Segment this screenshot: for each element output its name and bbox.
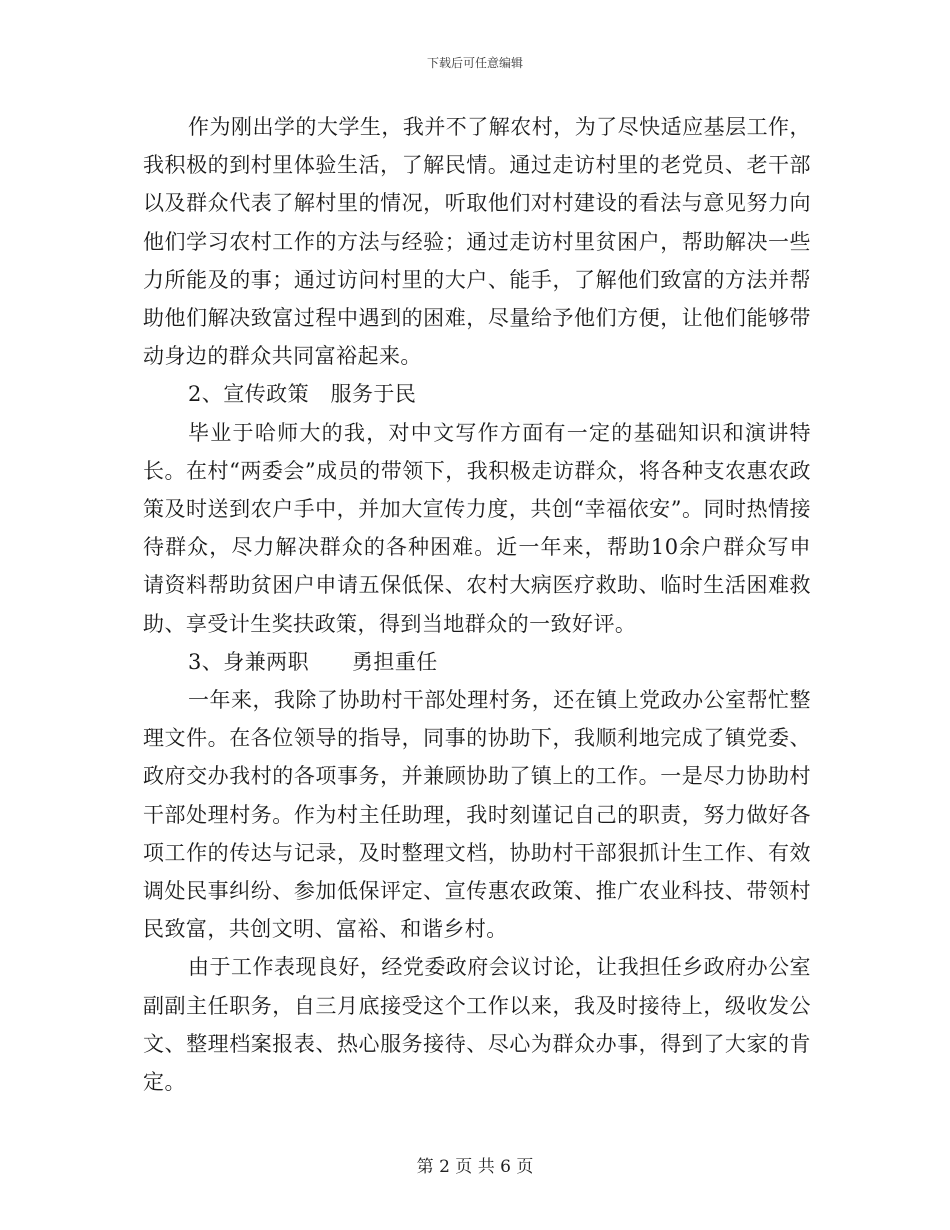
section-heading-3: 3、身兼两职 勇担重任: [188, 649, 438, 674]
paragraph-intro: 作为刚出学的大学生，我并不了解农村，为了尽快适应基层工作，我积极的到村里体验生活，了解民情。通过走访村里的老党员、老干部以及群众代表了解村里的情况，听取他们对村建设的看法与意见努力向他们学习农村工作的方法与经验；通过走访村里贫困户，帮助解决一些力所能及的事；通过访问村里的大户、能手，了解他们致富的方法并帮助他们解决致富过程中遇到的困难，尽量给予他们方便，让他们能够带动身边的群众共同富裕起来。: [143, 115, 811, 369]
paragraph-promotion: 由于工作表现良好，经党委政府会议讨论，让我担任乡政府办公室副副主任职务，自三月底接受这个工作以来，我及时接待上，级收发公文、整理档案报表、热心服务接待、尽心为群众办事，得到了大家的肯定。: [143, 955, 811, 1095]
section-heading-2: 2、宣传政策 服务于民: [188, 382, 417, 407]
document-body: [143, 108, 811, 1101]
page-number: 第 2 页 共 6 页: [416, 1157, 534, 1177]
paragraph-policy: 毕业于哈师大的我，对中文写作方面有一定的基础知识和演讲特长。在村“两委会”成员的带领下，我积极走访群众，将各种支农惠农政策及时送到农户手中，并加大宣传力度，共创“幸福依安”。同时热情接待群众，尽力解决群众的各种困难。近一年来，帮助10余户群众写申请资料帮助贫困户申请五保低保、农村大病医疗救助、临时生活困难救助、享受计生奖扶政策，得到当地群众的一致好评。: [143, 420, 811, 636]
page-header: 下载后可任意编辑: [426, 56, 523, 70]
page-footer: [0, 1152, 950, 1177]
paragraph-dual-roles: 一年来，我除了协助村干部处理村务，还在镇上党政办公室帮忙整理文件。在各位领导的指导，同事的协助下，我顺利地完成了镇党委、政府交办我村的各项事务，并兼顾协助了镇上的工作。一是尽力协助村干部处理村务。作为村主任助理，我时刻谨记自己的职责，努力做好各项工作的传达与记录，及时整理文档，协助村干部狠抓计生工作、有效调处民事纠纷、参加低保评定、宣传惠农政策、推广农业科技、带领村民致富，共创文明、富裕、和谐乡村。: [143, 688, 811, 942]
